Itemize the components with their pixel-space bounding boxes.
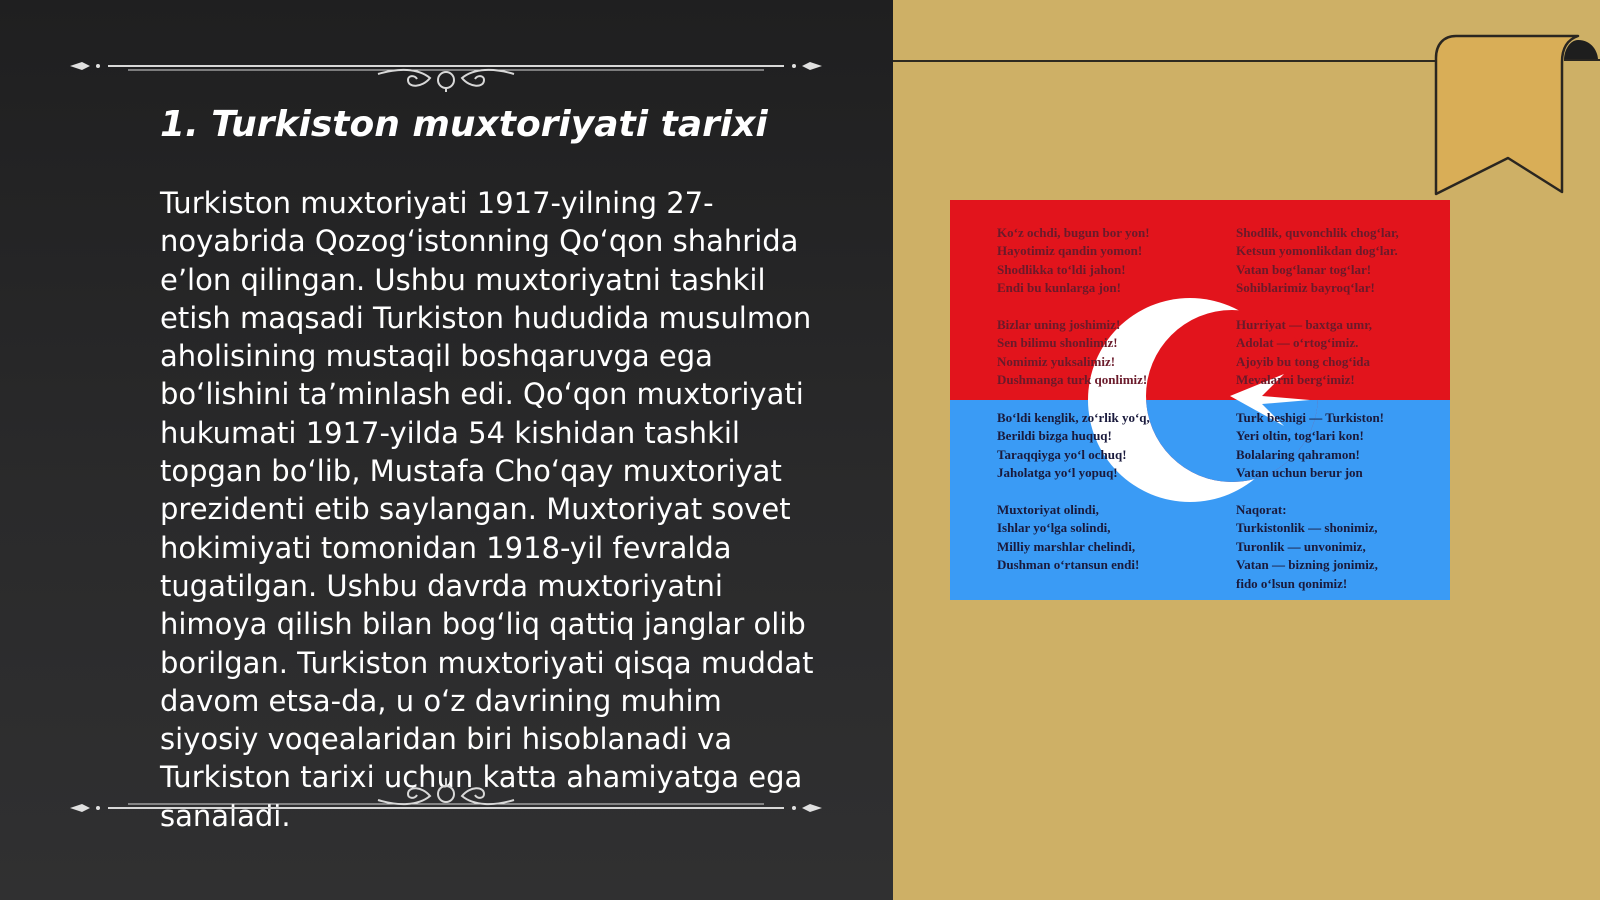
bookmark-ribbon-icon [1432, 32, 1600, 204]
top-ornament-divider [68, 42, 824, 92]
slide-body-text: Turkiston muxtoriyati 1917-yilning 27-noyabrida Qozog‘istonning Qo‘qon shahrida e’lon qilingan. Ushbu muxtoriyatni tashkil etish maqsadi Turkiston hududida musulmon aholisining mustaqil boshqaruvga ega bo‘lishini ta’minlash edi. Qo‘qon muxtoriyati hukumati 1917-yilda 54 kishidan tashkil topgan bo‘lib, Mustafa Cho‘qay muxtoriyat prezidenti etib saylangan. Muxtoriyat sovet hokimiyati tomonidan 1918-yil fevralda tugatilgan. Ushbu davrda muxtoriyatni himoya qilish bilan bog‘liq qattiq janglar olib borilgan. Turkiston muxtoriyati qisqa muddat davom etsa-da, u o‘z davrining muhim siyosiy voqealaridan biri hisoblanadi va Turkiston tarixi uchun katta ahamiyatga ega sanaladi. [160, 186, 814, 833]
header-rule [893, 60, 1443, 62]
turkistan-flag-image [950, 200, 1450, 600]
anthem-verse: Shodlik, quvonchlik chog‘lar, Ketsun yomonlikdan dog‘lar. Vatan bog‘lanar tog‘lar! Sohiblarimiz bayroq‘lar! [1236, 225, 1399, 296]
bottom-ornament-divider [68, 778, 824, 828]
anthem-verse: Bo‘ldi kenglik, zo‘rlik yo‘q, Berildi bizga huquq! Taraqqiyga yo‘l ochuq! Jaholatga yo‘l yopuq! [997, 410, 1150, 481]
slide-title: 1. Turkiston muxtoriyati tarixi [160, 104, 768, 145]
anthem-verse: Hurriyat — baxtga umr, Adolat — o‘rtog‘imiz. Ajoyib bu tong chog‘ida Mevalarni berg‘imiz! [1236, 317, 1373, 388]
anthem-verse: Naqorat: Turkistonlik — shonimiz, Turonlik — unvonimiz, Vatan — bizning jonimiz, fido o‘lsun qonimiz! [1236, 502, 1378, 591]
anthem-verse: Muxtoriyat olindi, Ishlar yo‘lga solindi, Milliy marshlar chelindi, Dushman o‘rtansun endi! [997, 502, 1140, 573]
anthem-verse: Turk beshigi — Turkiston! Yeri oltin, tog‘lari kon! Bolalaring qahramon! Vatan uchun berur jon [1236, 410, 1385, 481]
anthem-verse: Bizlar uning joshimiz! Sen bilimu shonlimiz! Nomimiz yuksalimiz! Dushmanga turk qonlimiz! [997, 317, 1148, 388]
anthem-verse: Ko‘z ochdi, bugun bor yon! Hayotimiz qandin yomon! Shodlikka to‘ldi jahon! Endi bu kunlarga jon! [997, 225, 1150, 296]
